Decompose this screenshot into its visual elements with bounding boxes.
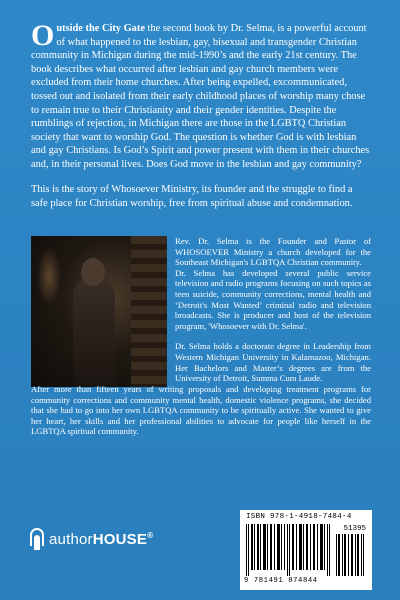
story-summary: This is the story of Whosoever Ministry, its founder and the struggle to find a safe place for Christian worship, free from spiritual abuse and condemnation.	[31, 184, 353, 209]
publisher-name	[49, 531, 153, 548]
bio-paragraph-3: Dr. Selma holds a doctorate degree in Leadership from Western Michigan University in Kalamazoo, Michigan. Her Bachelors and Master’s degrees are from the University of Detroit, Summa Cum Laude.	[175, 341, 371, 384]
book-description	[31, 19, 371, 172]
publisher-logo	[30, 528, 153, 550]
author-bio	[175, 236, 371, 394]
book-title-inline: utside the City Gate	[56, 23, 145, 34]
bio-paragraph-2: Dr. Selma has developed several public service television and radio programs focusing on such topics as teen suicide, community corrections, mental health and ‘Detroit's Most Wanted’ criminal radio and television broadcasts. She is producer and host of the television program, 'Whosoever with Dr. Selma'.	[175, 267, 371, 331]
photo-shelf	[131, 236, 167, 387]
registered-mark: ®	[147, 530, 154, 540]
drop-cap: O	[31, 19, 55, 52]
publisher-name-part2: HOUSE	[92, 530, 148, 548]
barcode-digits: 9 781491 874844	[244, 577, 318, 585]
barcode-icon	[246, 524, 330, 576]
house-icon	[30, 528, 44, 550]
photo-head	[81, 258, 105, 286]
price-code: 51395	[343, 525, 366, 533]
photo-figure	[73, 276, 115, 386]
bio-paragraph-1: Rev. Dr. Selma is the Founder and Pastor of WHOSOEVER Ministry a church developed for the Southeast Michigan's LGBTQA Christian community.	[175, 236, 371, 268]
author-photo	[31, 236, 167, 387]
price-barcode-icon	[336, 534, 364, 576]
author-closing: After more than fifteen years of writing proposals and developing treatment programs for community corrections and community mental health, domestic violence programs, she decided that she had to go into her own LGBTQA community to be spiritually active. She wanted to give her heart, her skills and her professional abilities to advocate for people like herself in the LGBTQA spiritual community.	[31, 384, 371, 437]
photo-light	[37, 246, 61, 306]
isbn-text: ISBN 978-1-4918-7484-4	[246, 513, 352, 521]
description-text: the second book by Dr. Selma, is a powerful account of what happened to the lesbian, gay, bisexual and transgender Christian community in Michigan during the mid-1990’s and the early 21st century. The book describes what occurred after lesbian and gay church members were excluded from their home churches. After being expelled, excommunicated, tossed out and isolated from their early childhood places of worship many chose to remain true to their Christianity and their gender identities. Despite the rumblings of rejection, in Michigan there are those in the LGBTQ Christian society that want to worship God. The question is whether God is with lesbian and gay Christians. Is God’s Spirit and power present with them in their churches and, in their personal lives. Does God move in the lesbian and gay community?	[31, 23, 370, 170]
publisher-name-part1: author	[49, 530, 93, 548]
barcode-box	[240, 510, 372, 590]
